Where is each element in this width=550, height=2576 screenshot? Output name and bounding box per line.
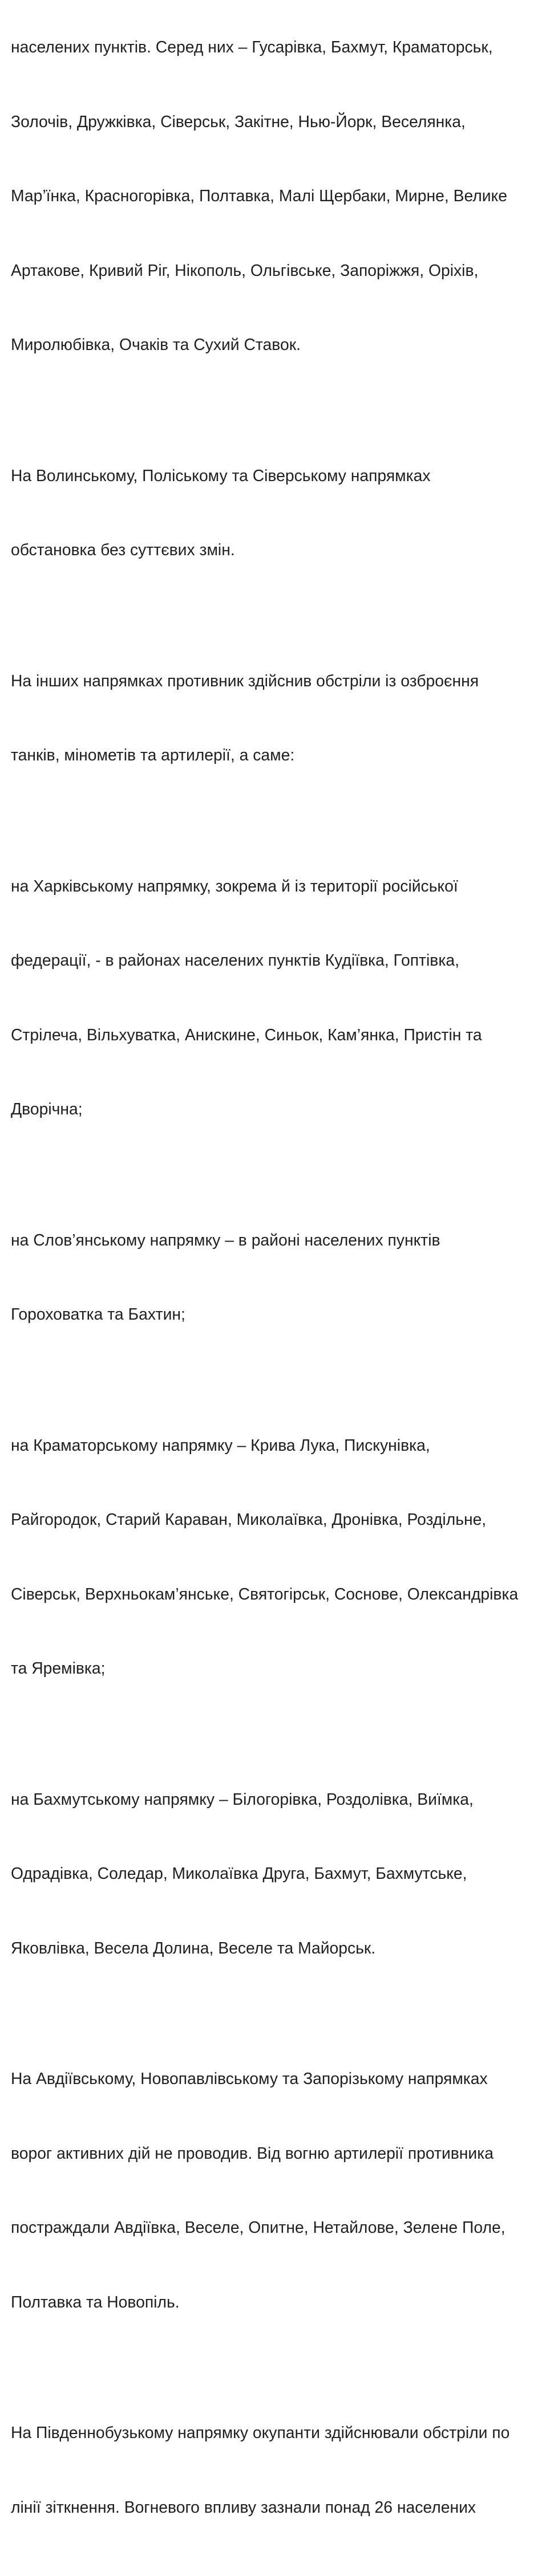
text-line: Миролюбівка, Очаків та Сухий Ставок. <box>11 335 301 353</box>
text-line: Мар’їнка, Красногорівка, Полтавка, Малі Щербаки, Мирне, Велике <box>11 186 507 205</box>
text-line: Гороховатка та Бахтин; <box>11 1305 185 1323</box>
text-line: ворог активних дій не проводив. Від вогню артилерії противника <box>11 2143 494 2162</box>
paragraph <box>11 414 547 612</box>
paragraph <box>11 1383 547 1731</box>
text-line: На Південнобузькому напрямку окупанти здійснювали обстріли по <box>11 2423 510 2441</box>
paragraph <box>11 0 547 407</box>
text-line: Полтавка та Новопіль. <box>11 2292 180 2311</box>
text-line: Райгородок, Старий Караван, Миколаївка, Дронівка, Роздільне, <box>11 1510 487 1528</box>
text-line: лінії зіткнення. Вогневого впливу зазнали понад 26 населених <box>11 2497 476 2516</box>
text-line: населених пунктів. Серед них – Гусарівка, Бахмут, Краматорськ, <box>11 38 493 56</box>
text-line: танків, мінометів та артилерії, а саме: <box>11 746 295 764</box>
text-line: Сіверськ, Верхньокам’янське, Святогірськ, Соснове, Олександрівка <box>11 1584 519 1603</box>
paragraph <box>11 824 547 1171</box>
text-line: на Харківському напрямку, зокрема й із території російської <box>11 876 458 895</box>
text-line: на Бахмутському напрямку – Білогорівка, Роздолівка, Виїмка, <box>11 1789 474 1808</box>
paragraph <box>11 619 547 817</box>
text-line: На Волинському, Поліському та Сіверському напрямках <box>11 466 431 485</box>
text-line: Артакове, Кривий Ріг, Нікополь, Ольгівське, Запоріжжя, Оріхів, <box>11 261 479 279</box>
text-line: на Краматорському напрямку – Крива Лука, Пискунівка, <box>11 1435 430 1454</box>
paragraph <box>11 2371 547 2569</box>
post-body <box>11 0 547 2576</box>
text-line: Золочів, Дружківка, Сіверськ, Закітне, Нью-Йорк, Веселянка, <box>11 112 466 131</box>
text-line: Стрілеча, Вільхуватка, Анискине, Синьок, Кам’янка, Пристін та <box>11 1025 482 1044</box>
paragraph <box>11 2017 547 2364</box>
paragraph <box>11 1737 547 2011</box>
text-line: та Яремівка; <box>11 1659 106 1677</box>
text-line: обстановка без суттєвих змін. <box>11 540 235 559</box>
text-line: постраждали Авдіївка, Веселе, Опитне, Нетайлове, Зелене Поле, <box>11 2218 505 2236</box>
text-line: Одрадівка, Соледар, Миколаївка Друга, Бахмут, Бахмутське, <box>11 1864 467 1882</box>
text-line: На інших напрямках противник здійснив обстріли із озброєння <box>11 671 479 690</box>
text-line: федерації, - в районах населених пунктів Кудіївка, Гоптівка, <box>11 951 459 969</box>
text-line: Яковлівка, Весела Долина, Веселе та Майорськ. <box>11 1938 376 1957</box>
paragraph <box>11 1178 547 1377</box>
text-line: на Слов’янському напрямку – в районі населених пунктів <box>11 1230 440 1249</box>
text-line: Дворічна; <box>11 1100 83 1118</box>
text-line: На Авдіївському, Новопавлівському та Запорізькому напрямках <box>11 2069 488 2087</box>
